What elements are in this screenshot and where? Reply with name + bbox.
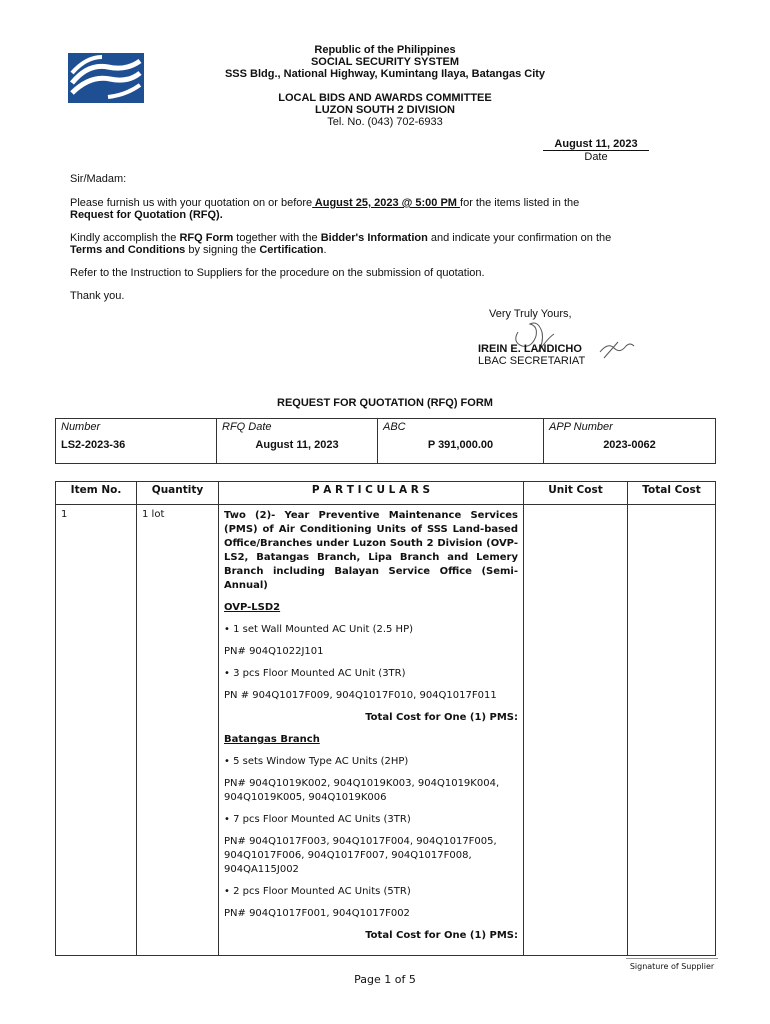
list-item: PN# 904Q1017F003, 904Q1017F004, 904Q1017F005, 904Q1017F006, 904Q1017F007, 904Q1017F008, 904QA115J002 xyxy=(224,836,497,875)
committee-name: LOCAL BIDS AND AWARDS COMMITTEE xyxy=(278,92,492,104)
list-item: • 5 sets Window Type AC Units (2HP) xyxy=(224,756,409,767)
list-item: • 7 pcs Floor Mounted AC Units (3TR) xyxy=(224,814,411,825)
total-cost-cell[interactable] xyxy=(628,505,716,956)
rfq-info-table xyxy=(55,418,716,464)
date-block xyxy=(543,138,649,163)
agency-address: SSS Bldg., National Highway, Kumintang Ilaya, Batangas City xyxy=(224,68,546,80)
rfq-form-term: RFQ Form xyxy=(179,232,234,244)
list-item: PN # 904Q1017F009, 904Q1017F010, 904Q1017F011 xyxy=(224,690,497,701)
p2-text-c: and indicate your confirmation on the xyxy=(427,232,612,244)
letter-date: August 11, 2023 xyxy=(543,138,649,151)
header-item-no: Item No. xyxy=(56,482,137,505)
deadline: August 25, 2023 @ 5:00 PM xyxy=(312,197,461,209)
terms-term: Terms and Conditions xyxy=(70,244,186,256)
item-particulars xyxy=(219,505,524,956)
list-item: • 1 set Wall Mounted AC Unit (2.5 HP) xyxy=(224,624,414,635)
certification-term: Certification xyxy=(259,244,324,256)
thank-you: Thank you. xyxy=(70,290,125,302)
p1-text-c: Request for Quotation (RFQ). xyxy=(70,209,223,221)
header-particulars: P A R T I C U L A R S xyxy=(219,482,524,505)
signatory-name: IREIN E. LANDICHO xyxy=(478,343,582,355)
form-title: REQUEST FOR QUOTATION (RFQ) FORM xyxy=(277,397,493,409)
p2-text-e: . xyxy=(323,244,327,256)
label-number: Number xyxy=(56,419,217,438)
paragraph-deadline xyxy=(70,197,714,221)
header-total-cost: Total Cost xyxy=(628,482,716,505)
supplier-signature-line: Signature of Supplier xyxy=(626,958,718,971)
signatory-block xyxy=(478,343,585,367)
paragraph-instructions xyxy=(70,232,714,256)
division-name: LUZON SOUTH 2 DIVISION xyxy=(315,104,455,116)
particulars-intro: Two (2)- Year Preventive Maintenance Services (PMS) of Air Conditioning Units of SSS Land-based Office/Branches under Luzon South 2 Division (OVP-LS2, Batangas Branch, Lipa Branch and Lemery Branch including Balayan Service Office (Semi-Annual) xyxy=(224,510,518,591)
item-quantity: 1 lot xyxy=(137,505,219,956)
p2-text-b: together with the xyxy=(233,232,321,244)
location-ovp-lsd2: OVP-LSD2 xyxy=(224,602,281,613)
salutation: Sir/Madam: xyxy=(70,173,127,185)
paragraph-refer: Refer to the Instruction to Suppliers for the procedure on the submission of quotation. xyxy=(70,267,485,279)
list-item: • 3 pcs Floor Mounted AC Unit (3TR) xyxy=(224,668,406,679)
letterhead xyxy=(0,44,770,80)
signatory-title: LBAC SECRETARIAT xyxy=(478,355,586,367)
telephone: Tel. No. (043) 702-6933 xyxy=(327,116,443,128)
p2-text-d: by signing the xyxy=(185,244,260,256)
label-app-number: APP Number xyxy=(544,419,716,438)
committee-header xyxy=(0,92,770,128)
list-item: PN# 904Q1022J101 xyxy=(224,646,324,657)
header-unit-cost: Unit Cost xyxy=(524,482,628,505)
p1-text-a: Please furnish us with your quotation on or before xyxy=(70,197,313,209)
unit-cost-cell[interactable] xyxy=(524,505,628,956)
app-number: 2023-0062 xyxy=(544,437,716,464)
location-batangas-branch: Batangas Branch xyxy=(224,734,320,745)
label-rfq-date: RFQ Date xyxy=(217,419,378,438)
label-abc: ABC xyxy=(378,419,544,438)
p1-text-b: for the items listed in the xyxy=(460,197,580,209)
rfq-date: August 11, 2023 xyxy=(217,437,378,464)
total-cost-label: Total Cost for One (1) PMS: xyxy=(365,712,518,723)
abc-amount: P 391,000.00 xyxy=(378,437,544,464)
bidders-info-term: Bidder's Information xyxy=(320,232,428,244)
list-item: PN# 904Q1017F001, 904Q1017F002 xyxy=(224,908,410,919)
list-item: PN# 904Q1019K002, 904Q1019K003, 904Q1019K004, 904Q1019K005, 904Q1019K006 xyxy=(224,778,500,803)
items-table xyxy=(55,481,716,956)
table-row xyxy=(56,505,716,956)
header-quantity: Quantity xyxy=(137,482,219,505)
rfq-number: LS2-2023-36 xyxy=(56,437,217,464)
page-number: Page 1 of 5 xyxy=(354,973,416,986)
date-label: Date xyxy=(584,151,608,163)
republic-line: Republic of the Philippines xyxy=(314,44,456,56)
p2-text-a: Kindly accomplish the xyxy=(70,232,180,244)
total-cost-label: Total Cost for One (1) PMS: xyxy=(365,930,518,941)
list-item: • 2 pcs Floor Mounted AC Units (5TR) xyxy=(224,886,411,897)
item-number: 1 xyxy=(56,505,137,956)
closing: Very Truly Yours, xyxy=(489,308,572,320)
agency-name: SOCIAL SECURITY SYSTEM xyxy=(310,56,460,68)
